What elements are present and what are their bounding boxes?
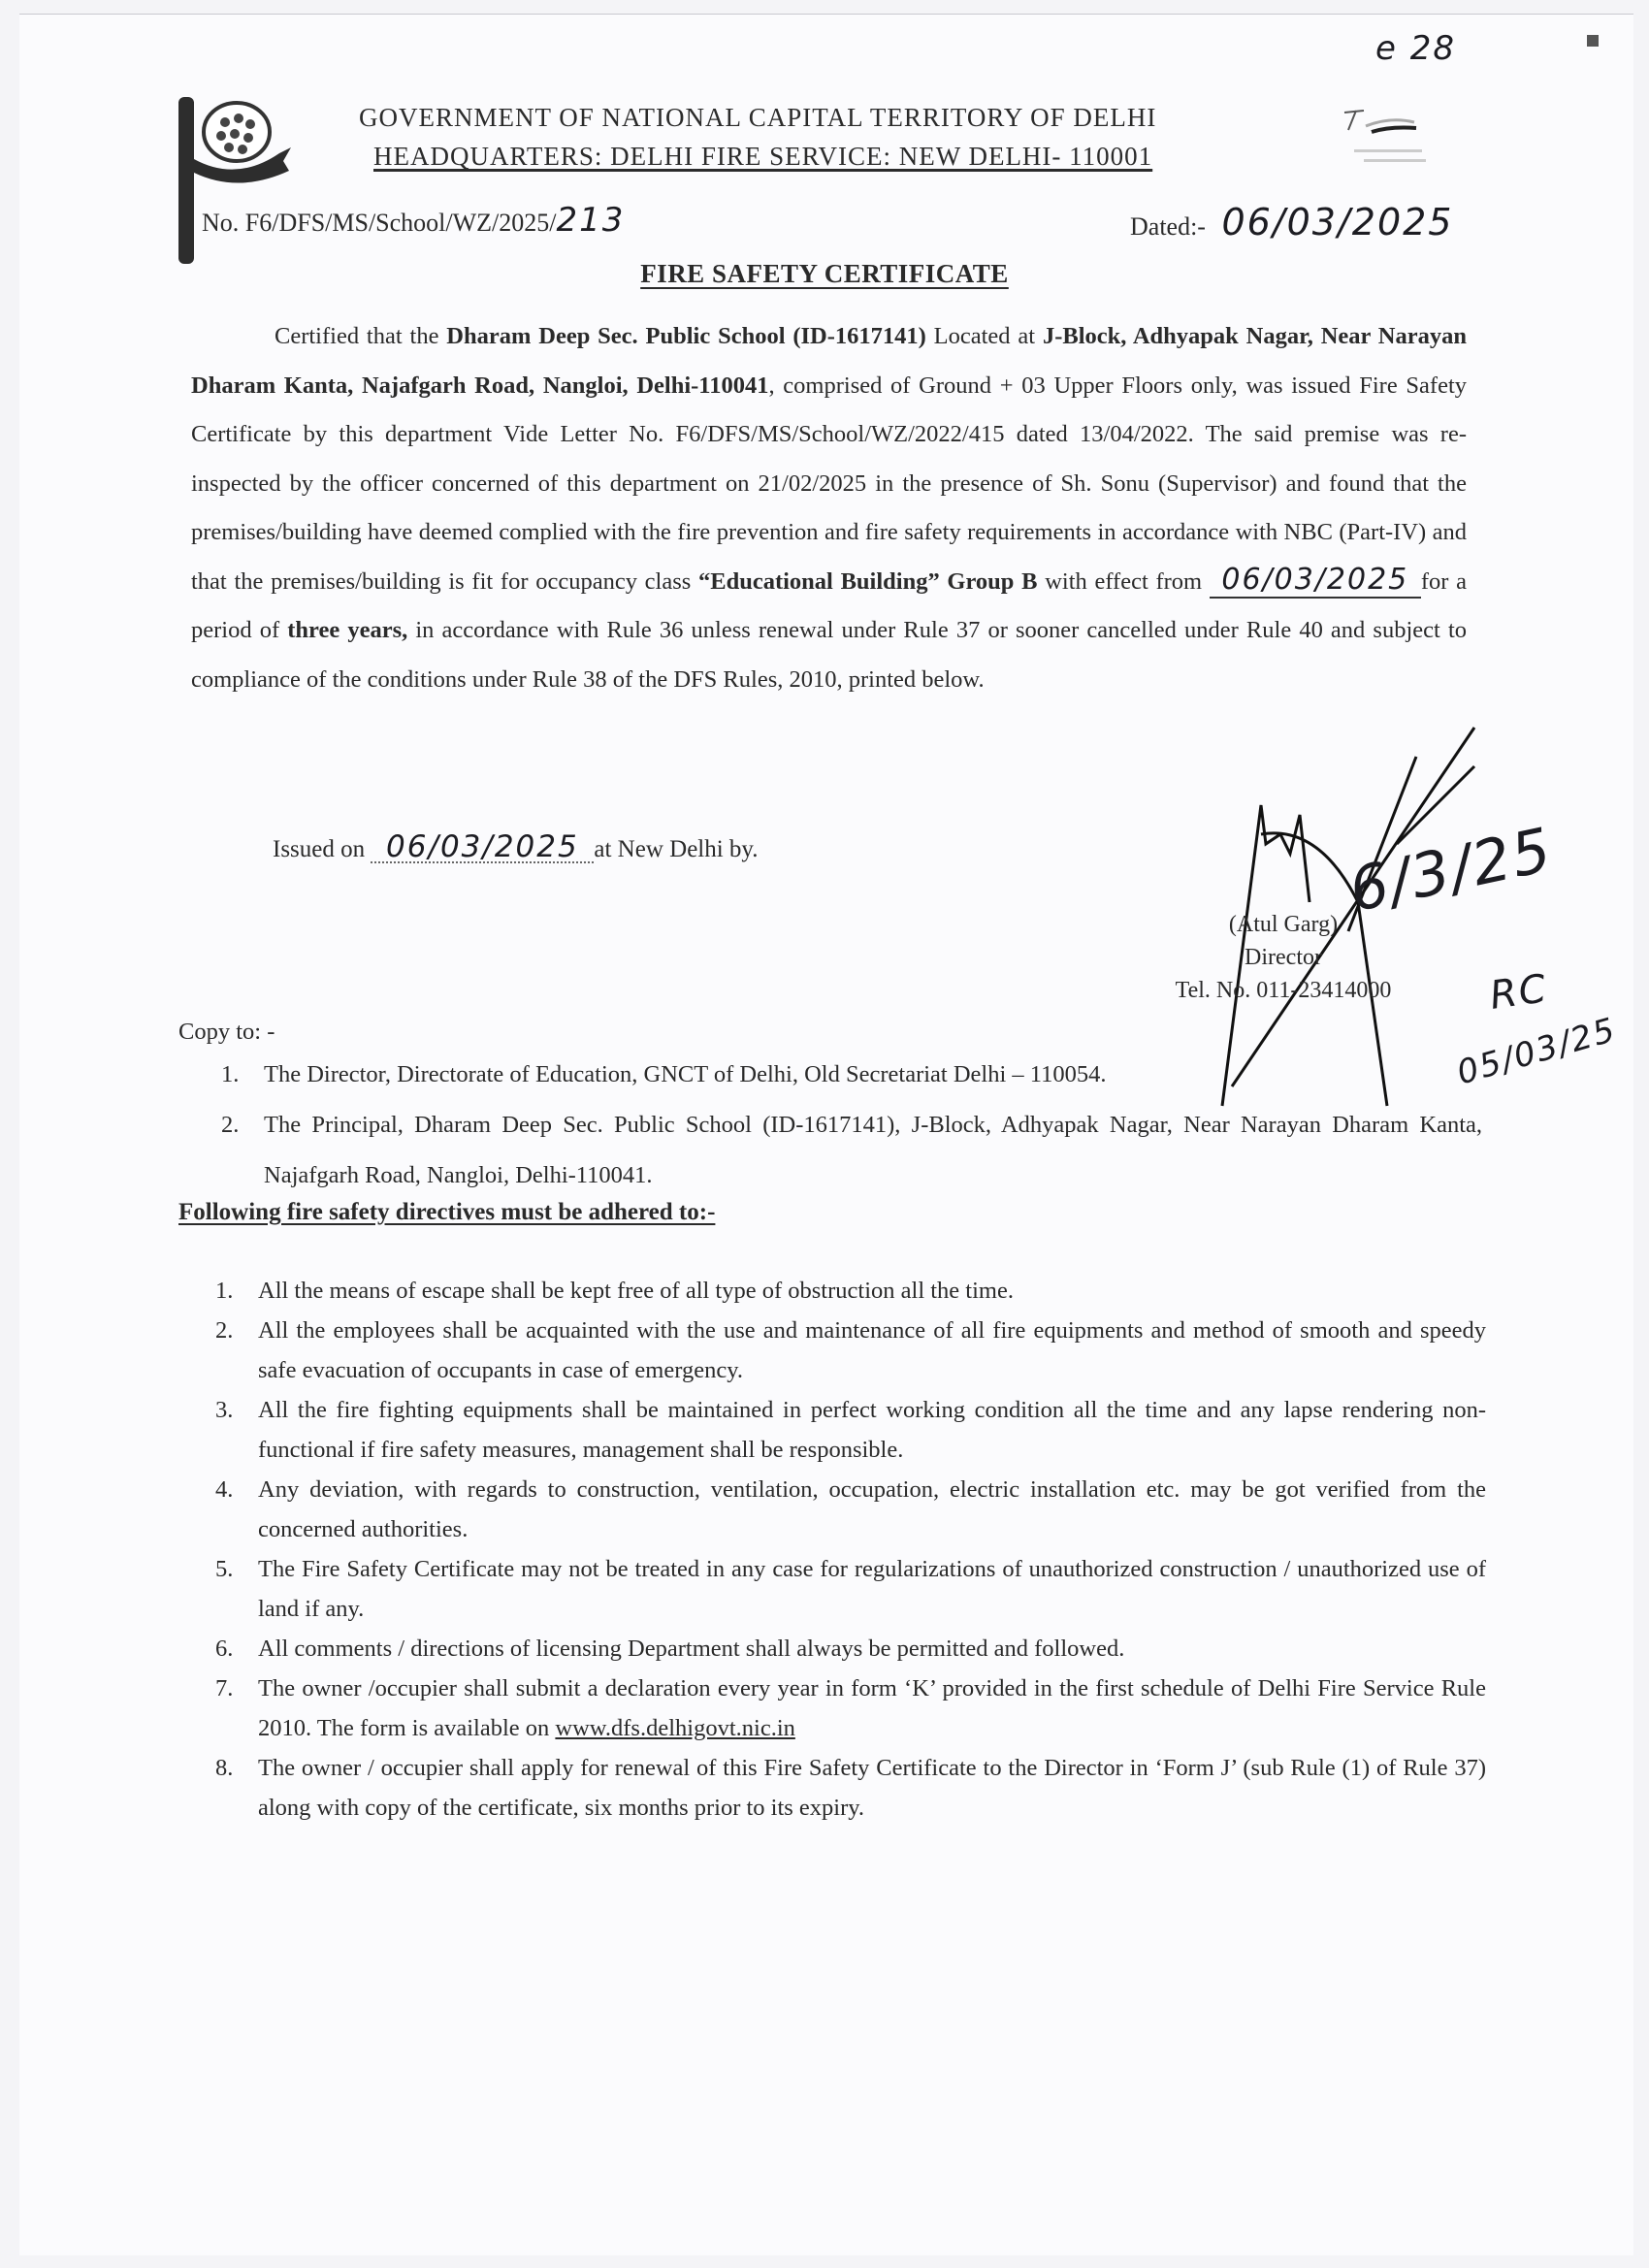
item-text-body: The owner /occupier shall submit a declaration every year in form ‘K’ provided in the first schedule of Delhi Fire Service Rule 2010. The form is available on [258, 1675, 1486, 1741]
signatory-name: (Atul Garg) [1228, 912, 1339, 937]
certificate-title-text: FIRE SAFETY CERTIFICATE [640, 259, 1009, 288]
item-text: The Director, Directorate of Education, GNCT of Delhi, Old Secretariat Delhi – 110054. [264, 1061, 1107, 1087]
dfs-website-link[interactable]: www.dfs.delhigovt.nic.in [555, 1715, 795, 1741]
body-text: in accordance with Rule 36 unless renewal under Rule 37 or sooner cancelled under Rule 40 and subject to compliance of the conditions under Rule 38 of the DFS Rules, 2010, printed below. [191, 617, 1468, 693]
item-number: 7. [215, 1675, 234, 1701]
signatory-block [1114, 908, 1453, 1007]
directive-item [215, 1311, 1486, 1390]
item-number: 6. [215, 1636, 234, 1662]
item-text: All comments / directions of licensing Department shall always be permitted and followed. [258, 1636, 1125, 1662]
item-number: 3. [215, 1397, 234, 1423]
directive-item [215, 1390, 1486, 1470]
body-text: for a period of [191, 567, 1467, 643]
body-text: Certified that the [275, 323, 447, 349]
occupancy-class: “Educational Building” Group B [698, 567, 1038, 595]
item-text: All the means of escape shall be kept free of all type of obstruction all the time. [258, 1278, 1014, 1304]
directives-heading: Following fire safety directives must be adhered to:- [178, 1199, 716, 1225]
copy-to-list [221, 1050, 1482, 1201]
school-name: Dharam Deep Sec. Public School (ID-1617141) [446, 323, 926, 349]
directive-item [215, 1629, 1486, 1669]
header-line-2: HEADQUARTERS: DELHI FIRE SERVICE: NEW DELHI- 110001 [373, 142, 1153, 171]
copy-to-item [221, 1100, 1482, 1201]
delhi-fire-service-emblem-icon [171, 93, 307, 268]
directives-list [215, 1271, 1486, 1828]
copy-to-item [221, 1050, 1482, 1100]
dated-value-handwritten: 06/03/2025 [1221, 201, 1454, 243]
item-number: 1. [221, 1061, 240, 1087]
signatory-designation: Director [1245, 945, 1322, 970]
scan-mark [1587, 35, 1599, 47]
item-number: 1. [215, 1278, 234, 1304]
item-number: 8. [215, 1755, 234, 1781]
directive-item [215, 1669, 1486, 1748]
certificate-title [0, 259, 1649, 289]
item-number: 2. [215, 1317, 234, 1344]
government-logo-icon [1337, 105, 1453, 173]
signatory-tel: Tel. No. 011-23414000 [1175, 978, 1392, 1003]
copy-to-label: Copy to: - [178, 1019, 275, 1045]
directive-item [215, 1470, 1486, 1549]
item-number: 2. [221, 1112, 240, 1138]
validity-period: three years, [287, 617, 408, 643]
directive-item [215, 1549, 1486, 1629]
effective-date-handwritten: 06/03/2025 [1210, 564, 1421, 599]
directive-item [215, 1748, 1486, 1828]
body-text: Located at [925, 323, 1043, 349]
file-note-handwritten: e 28 [1375, 29, 1456, 68]
directive-item [215, 1271, 1486, 1311]
reference-prefix: No. F6/DFS/MS/School/WZ/2025/ [202, 209, 557, 237]
reference-number-handwritten: 213 [556, 201, 626, 240]
school-address: J-Block, Adhyapak Nagar, Near Narayan Dharam Kanta, Najafgarh Road, Nangloi, Delhi-110041 [191, 323, 1467, 399]
item-text: The owner / occupier shall apply for renewal of this Fire Safety Certificate to the Director in ‘Form J’ (sub Rule (1) of Rule 37) along with copy of the certificate, six months prior to its expiry. [258, 1755, 1486, 1821]
receipt-date-handwritten: 05/03/25 [1452, 1010, 1621, 1093]
issued-on-line [273, 829, 759, 864]
item-text: The Fire Safety Certificate may not be treated in any case for regularizations of unauthorized construction / unauthorized use of land if any. [258, 1556, 1486, 1622]
item-number: 5. [215, 1556, 234, 1582]
dated-field [1130, 201, 1454, 243]
receipt-initials-handwritten: RC [1487, 966, 1551, 1019]
item-text [258, 1669, 1486, 1748]
item-number: 4. [215, 1476, 234, 1503]
item-text: Any deviation, with regards to construction, ventilation, occupation, electric installation etc. may be got verified from the concerned authorities. [258, 1476, 1486, 1542]
issued-date-handwritten: 06/03/2025 [371, 832, 594, 863]
body-text: with effect from [1037, 567, 1210, 595]
certificate-body [191, 312, 1467, 704]
dated-label: Dated:- [1130, 212, 1206, 241]
item-text: The Principal, Dharam Deep Sec. Public School (ID-1617141), J-Block, Adhyapak Nagar, Near Narayan Dharam Kanta, Najafgarh Road, Nangloi, Delhi-110041. [264, 1112, 1482, 1188]
issued-label: Issued on [273, 836, 372, 862]
issued-suffix: at New Delhi by. [594, 836, 759, 862]
item-text: All the employees shall be acquainted with the use and maintenance of all fire equipments and method of smooth and speedy safe evacuation of occupants in case of emergency. [258, 1317, 1486, 1383]
reference-number [202, 201, 625, 240]
body-text: , comprised of Ground + 03 Upper Floors only, was issued Fire Safety Certificate by this department Vide Letter No. F6/DFS/MS/School/WZ/2022/415 dated 13/04/2022. The said premise was re-inspected by the officer concerned of this department on 21/02/2025 in the presence of Sh. Sonu (Supervisor) and found that the premises/building have deemed complied with the fire prevention and fire safety requirements in accordance with NBC (Part-IV) and that the premises/building is fit for occupancy class [191, 372, 1468, 595]
item-text: All the fire fighting equipments shall be maintained in perfect working condition all the time and any lapse rendering non-functional if fire safety measures, management shall be responsible. [258, 1397, 1486, 1463]
signature-date-handwritten: 6/3/25 [1342, 813, 1559, 926]
header-line-1: GOVERNMENT OF NATIONAL CAPITAL TERRITORY OF DELHI [359, 103, 1157, 132]
